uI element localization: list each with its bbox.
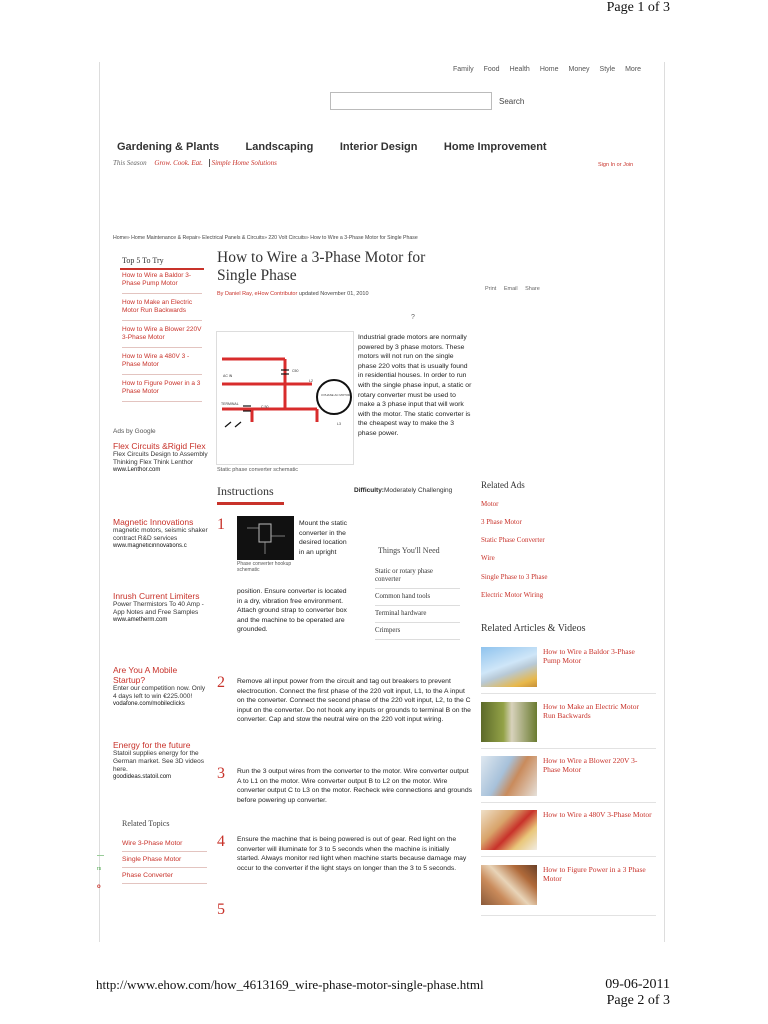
step1-image: [237, 516, 294, 560]
category-landscaping[interactable]: Landscaping: [245, 141, 314, 153]
ad-title[interactable]: Energy for the future: [113, 740, 191, 750]
ad-text: magnetic motors, seismic shaker contract R&D services: [113, 527, 208, 542]
related-article-link[interactable]: How to Wire a Blower 220V 3-Phase Motor: [543, 756, 638, 774]
edge-mark: o: [97, 884, 101, 890]
ad-block[interactable]: [113, 591, 208, 623]
related-ads-title: Related Ads: [481, 480, 525, 490]
related-ad-link[interactable]: Motor: [481, 500, 499, 508]
top-nav-food[interactable]: Food: [483, 66, 500, 73]
ad-url[interactable]: www.magneticinnovations.c: [113, 543, 187, 549]
edge-mark: rs: [97, 866, 102, 872]
top-nav-health[interactable]: Health: [509, 66, 530, 73]
step-text: position. Ensure converter is located in a dry, vibration free environment. Attach ground strap to converter box and the machine to be operated are grounded.: [237, 588, 347, 634]
things-needed-item: Common hand tools: [375, 589, 460, 606]
diagram-label: L3: [337, 422, 341, 426]
diagram-label: C50: [292, 369, 299, 373]
related-article-link[interactable]: How to Wire a 480V 3-Phase Motor: [543, 810, 652, 819]
category-interior-design[interactable]: Interior Design: [339, 141, 418, 153]
related-ad-link[interactable]: 3 Phase Motor: [481, 518, 522, 526]
phase-converter-schematic-icon: [217, 332, 353, 464]
intro-paragraph: Industrial grade motors are normally powered by 3 phase motors. These motors will not run on the single phase 220 volts that is usually found in residential houses. In order to run with the single phase input, a static or rotary converter must be used to make a 3 phase input that will work with the motor. The static converter is the cheapest way to make the 3 phase power.: [358, 334, 472, 437]
related-ad-link[interactable]: Single Phase to 3 Phase: [481, 573, 548, 581]
byline-updated: updated November 01, 2010: [298, 291, 369, 297]
ad-text: Power Thermistors To 40 Amp - App Notes and Free Samples: [113, 601, 204, 616]
top-nav: [440, 66, 665, 73]
difficulty: [354, 487, 452, 494]
ad-text: Enter our competition now. Only 4 days left to win €225.000!: [113, 685, 206, 700]
top5-list: [122, 267, 202, 402]
print-link[interactable]: Print: [485, 286, 497, 292]
instructions-title: Instructions: [217, 484, 274, 498]
top5-item[interactable]: How to Wire a Blower 220V 3-Phase Motor: [122, 321, 202, 348]
email-link[interactable]: Email: [503, 286, 518, 292]
thumbnail-image[interactable]: [481, 647, 537, 687]
thumbnail-image[interactable]: [481, 702, 537, 742]
step-number: 2: [217, 674, 225, 691]
frame-left-line: [99, 62, 100, 942]
related-ad-link[interactable]: Wire: [481, 554, 495, 562]
related-topic-item[interactable]: Wire 3-Phase Motor: [122, 836, 207, 852]
related-ad-link[interactable]: Electric Motor Wiring: [481, 591, 544, 599]
related-article-link[interactable]: How to Make an Electric Motor Run Backwards: [543, 702, 640, 720]
related-article-item[interactable]: [481, 865, 656, 916]
category-gardening[interactable]: Gardening & Plants: [117, 141, 220, 153]
related-topics-list: [122, 836, 207, 884]
things-needed-title: Things You'll Need: [378, 546, 440, 555]
search-button[interactable]: Search: [499, 97, 525, 106]
related-articles-title: Related Articles & Videos: [481, 623, 586, 634]
ad-url[interactable]: www.Lenthor.com: [113, 467, 161, 473]
difficulty-value: Moderately Challenging: [383, 487, 453, 494]
thumbnail-image[interactable]: [481, 865, 537, 905]
top-nav-more[interactable]: More: [625, 66, 642, 73]
footer-url: http://www.ehow.com/how_4613169_wire-phase-motor-single-phase.html: [96, 977, 484, 992]
related-article-link[interactable]: How to Wire a Baldor 3-Phase Pump Motor: [543, 647, 635, 665]
ads-label: Ads by Google: [113, 428, 156, 435]
top5-title: Top 5 To Try: [122, 256, 164, 265]
schematic-image: [216, 331, 354, 465]
step-text: Ensure the machine that is being powered is out of gear. Red light on the converter will illuminate for 3 to 5 seconds when the machine is initially started. Always monitor red light when machine starts because damage may occur to the converter if the light stays on longer than the 3 to 5 seconds.: [237, 836, 467, 872]
top-nav-family[interactable]: Family: [453, 66, 474, 73]
related-article-item[interactable]: [481, 810, 656, 857]
top5-item[interactable]: How to Figure Power in a 3 Phase Motor: [122, 375, 202, 402]
step-number: 4: [217, 833, 225, 850]
page-number-footer: Page 2 of 3: [606, 993, 670, 1008]
share-link[interactable]: Share: [525, 286, 540, 292]
season-simple-link[interactable]: Simple Home Solutions: [209, 159, 277, 167]
search-input[interactable]: [330, 92, 492, 110]
byline: [217, 291, 369, 297]
article-tools: [485, 286, 540, 292]
ad-title[interactable]: Inrush Current Limiters: [113, 591, 200, 601]
breadcrumb[interactable]: Home» Home Maintenance & Repair» Electrical Panels & Circuits» 220 Volt Circuits» How to Wire a 3-Phase Motor for Single Phase: [113, 235, 418, 241]
related-article-item[interactable]: [481, 756, 656, 803]
step-number: 1: [217, 516, 225, 533]
ad-block[interactable]: [113, 665, 208, 707]
footer-date: 09-06-2011: [605, 977, 670, 992]
page-number-header: Page 1 of 3: [606, 0, 670, 15]
ad-url[interactable]: www.ametherm.com: [113, 617, 168, 623]
diagram-label: 3 PHASE AC MOTOR: [321, 393, 351, 397]
ad-block[interactable]: [113, 441, 208, 473]
related-topic-item[interactable]: Single Phase Motor: [122, 852, 207, 868]
top5-item[interactable]: How to Make an Electric Motor Run Backwards: [122, 294, 202, 321]
ad-text: Statoil supplies energy for the German market. See 3D videos here.: [113, 750, 205, 773]
sign-in-link[interactable]: Sign In or Join: [598, 162, 634, 168]
byline-author[interactable]: By Daniel Ray, eHow Contributor: [217, 291, 298, 297]
ad-title[interactable]: Are You A Mobile Startup?: [113, 665, 178, 685]
season-bar: [113, 159, 277, 167]
season-label: This Season: [113, 159, 147, 167]
top-nav-home[interactable]: Home: [539, 66, 559, 73]
step-text: Mount the static converter in the desired location in an upright: [299, 520, 347, 556]
difficulty-label: Difficulty:: [354, 487, 384, 494]
things-needed-item: Crimpers: [375, 623, 460, 640]
frame-right-line: [664, 62, 665, 942]
top5-item[interactable]: How to Wire a Baldor 3-Phase Pump Motor: [122, 267, 202, 294]
top5-item[interactable]: How to Wire a 480V 3 -Phase Motor: [122, 348, 202, 375]
ad-text: Flex Circuits Design to Assembly Thinking Flex Think Lenthor: [113, 451, 208, 466]
diagram-label: AC IN: [223, 374, 233, 378]
related-article-item[interactable]: [481, 647, 656, 694]
top-nav-money[interactable]: Money: [568, 66, 590, 73]
category-nav: [117, 137, 569, 155]
diagram-label: C 50: [261, 405, 269, 409]
diagram-label: L2: [309, 379, 313, 383]
step-number: 3: [217, 765, 225, 782]
related-article-link[interactable]: How to Figure Power in a 3 Phase Motor: [543, 865, 646, 883]
instructions-underline: [217, 502, 284, 505]
related-topic-item[interactable]: Phase Converter: [122, 868, 207, 884]
ad-url[interactable]: goodideas.statoil.com: [113, 774, 172, 780]
related-article-item[interactable]: [481, 702, 656, 749]
ad-block[interactable]: [113, 740, 208, 780]
step-text: Run the 3 output wires from the converter to the motor. Wire converter output A to L1 on the motor. Wire converter output B to L2 on the motor. Wire converter output C to L3 on the motor. Recheck wire connections and grounds before powering up converter.: [237, 768, 473, 804]
image-caption: Static phase converter schematic: [217, 467, 299, 473]
diagram-label: TERMINAL: [221, 402, 239, 406]
step1-image-caption: Phase converter hookup schematic: [237, 561, 292, 573]
ad-title[interactable]: Flex Circuits &Rigid Flex: [113, 441, 206, 451]
question-mark: ?: [411, 314, 415, 321]
edge-mark-line: [97, 855, 104, 856]
thumbnail-image[interactable]: [481, 810, 537, 850]
ad-url[interactable]: vodafone.com/mobileclicks: [113, 701, 185, 707]
things-needed-list: [375, 564, 460, 640]
things-needed-item: Static or rotary phase converter: [375, 564, 460, 589]
things-needed-item: Terminal hardware: [375, 606, 460, 623]
article-title: How to Wire a 3-Phase Motor for Single Phase: [217, 249, 426, 284]
ad-title[interactable]: Magnetic Innovations: [113, 517, 194, 527]
related-ad-link[interactable]: Static Phase Converter: [481, 536, 545, 544]
converter-hookup-icon: [237, 516, 294, 560]
step-text: Remove all input power from the circuit and tag out breakers to prevent electrocution. Connect the first phase of the 220 volt input, L1, to the A input on the converter. Connect the second phase of the 220 volt input, L2, to the C input on the converter. Do not hook any inputs or grounds to terminal B on the converter. Cap and stow the neutral wire on the 220 volt input wiring.: [237, 678, 471, 724]
category-home-improvement[interactable]: Home Improvement: [443, 141, 547, 153]
ad-block[interactable]: [113, 517, 208, 549]
related-topics-title: Related Topics: [122, 819, 170, 828]
thumbnail-image[interactable]: [481, 756, 537, 796]
step-number: 5: [217, 901, 225, 918]
top-nav-style[interactable]: Style: [599, 66, 616, 73]
season-grow-link[interactable]: Grow. Cook. Eat.: [154, 159, 203, 167]
